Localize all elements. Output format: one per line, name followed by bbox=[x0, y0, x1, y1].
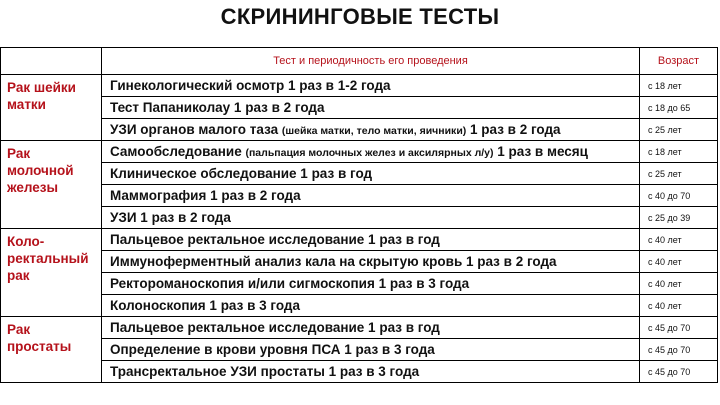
group-label-colorectal: Коло-ректальный рак bbox=[1, 229, 102, 317]
age-cell: с 40 до 70 bbox=[640, 185, 718, 207]
age-cell: с 25 до 39 bbox=[640, 207, 718, 229]
test-cell: УЗИ 1 раз в 2 года bbox=[102, 207, 640, 229]
test-cell: Тест Папаниколау 1 раз в 2 года bbox=[102, 97, 640, 119]
table-header-row bbox=[1, 48, 718, 75]
test-cell: Определение в крови уровня ПСА 1 раз в 3 года bbox=[102, 339, 640, 361]
test-text-tail: 1 раз в 2 года bbox=[466, 122, 561, 137]
test-cell: Клиническое обследование 1 раз в год bbox=[102, 163, 640, 185]
test-cell: Пальцевое ректальное исследование 1 раз в год bbox=[102, 229, 640, 251]
test-cell: Маммография 1 раз в 2 года bbox=[102, 185, 640, 207]
test-cell: Иммуноферментный анализ кала на скрытую кровь 1 раз в 2 года bbox=[102, 251, 640, 273]
age-cell: с 25 лет bbox=[640, 163, 718, 185]
group-label-prostate: Рак простаты bbox=[1, 317, 102, 383]
age-cell: с 45 до 70 bbox=[640, 339, 718, 361]
test-text-tail: 1 раз в месяц bbox=[493, 144, 588, 159]
age-cell: с 45 до 70 bbox=[640, 361, 718, 383]
table-row bbox=[1, 141, 718, 163]
table-row bbox=[1, 317, 718, 339]
age-cell: с 40 лет bbox=[640, 251, 718, 273]
table-row bbox=[1, 185, 718, 207]
group-label-cervical: Рак шейки матки bbox=[1, 75, 102, 141]
table-row bbox=[1, 339, 718, 361]
table-row bbox=[1, 295, 718, 317]
header-test: Тест и периодичность его проведения bbox=[102, 48, 640, 75]
table-row bbox=[1, 251, 718, 273]
age-cell: с 45 до 70 bbox=[640, 317, 718, 339]
test-cell: Колоноскопия 1 раз в 3 года bbox=[102, 295, 640, 317]
table-row bbox=[1, 229, 718, 251]
test-cell bbox=[102, 119, 640, 141]
table-row bbox=[1, 97, 718, 119]
test-cell: Гинекологический осмотр 1 раз в 1-2 года bbox=[102, 75, 640, 97]
table-row bbox=[1, 273, 718, 295]
age-cell: с 18 лет bbox=[640, 75, 718, 97]
age-cell: с 18 до 65 bbox=[640, 97, 718, 119]
test-text: Самообследование bbox=[110, 144, 246, 159]
group-label-breast: Рак молочной железы bbox=[1, 141, 102, 229]
test-note: (шейка матки, тело матки, яичники) bbox=[281, 125, 467, 137]
table-row bbox=[1, 119, 718, 141]
test-cell: Пальцевое ректальное исследование 1 раз в год bbox=[102, 317, 640, 339]
age-cell: с 40 лет bbox=[640, 229, 718, 251]
header-blank bbox=[1, 48, 102, 75]
table-row bbox=[1, 361, 718, 383]
screening-table bbox=[0, 47, 718, 383]
test-cell bbox=[102, 141, 640, 163]
age-cell: с 25 лет bbox=[640, 119, 718, 141]
test-cell: Ректороманоскопия и/или сигмоскопия 1 раз в 3 года bbox=[102, 273, 640, 295]
table-row bbox=[1, 163, 718, 185]
age-cell: с 18 лет bbox=[640, 141, 718, 163]
table-row bbox=[1, 75, 718, 97]
test-cell: Трансректальное УЗИ простаты 1 раз в 3 года bbox=[102, 361, 640, 383]
age-cell: с 40 лет bbox=[640, 273, 718, 295]
table-row bbox=[1, 207, 718, 229]
age-cell: с 40 лет bbox=[640, 295, 718, 317]
header-age: Возраст bbox=[640, 48, 718, 75]
test-text: УЗИ органов малого таза bbox=[110, 122, 282, 137]
page-title: СКРИНИНГОВЫЕ ТЕСТЫ bbox=[220, 4, 500, 29]
test-note: (пальпация молочных желез и аксилярных л/у) bbox=[245, 147, 494, 159]
